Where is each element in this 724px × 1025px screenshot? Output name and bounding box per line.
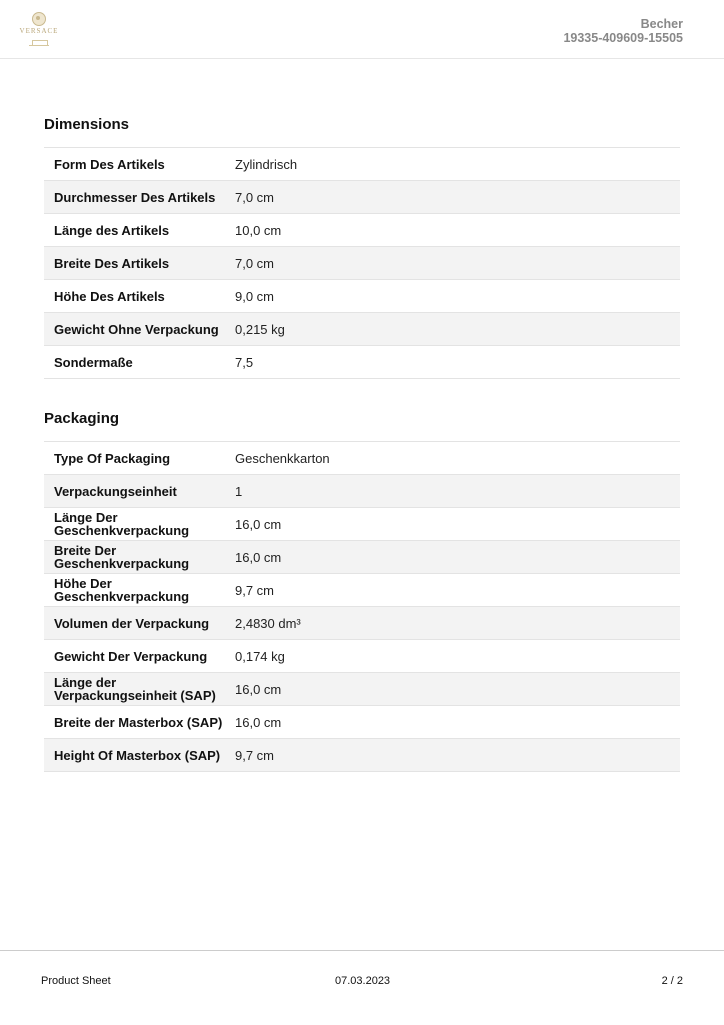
row-label: Länge der Verpackungseinheit (SAP) — [54, 675, 216, 703]
row-label: Verpackungseinheit — [54, 483, 177, 499]
row-value: 9,7 cm — [235, 747, 275, 763]
row-value: Zylindrisch — [235, 156, 298, 172]
logo-wordmark: VERSACE — [19, 27, 59, 35]
table-row — [44, 181, 680, 214]
table-row — [44, 475, 680, 508]
row-value: 10,0 cm — [235, 222, 282, 238]
page-footer — [0, 950, 724, 1025]
table-row — [44, 739, 680, 772]
page-header — [0, 0, 724, 59]
row-label: Höhe Der Geschenkverpackung — [54, 576, 190, 604]
row-label: Form Des Artikels — [54, 156, 165, 172]
table-row — [44, 280, 680, 313]
row-value: 16,0 cm — [235, 549, 282, 565]
row-label: Type Of Packaging — [54, 450, 171, 466]
row-value: 7,0 cm — [235, 189, 275, 205]
product-code: 19335-409609-15505 — [563, 31, 683, 45]
table-row — [44, 574, 680, 607]
row-value: 7,5 — [235, 354, 254, 370]
product-name: Becher — [640, 17, 683, 31]
row-label: Länge Der Geschenkverpackung — [54, 510, 190, 538]
row-label: Höhe Des Artikels — [54, 288, 165, 304]
table-row — [44, 541, 680, 574]
table-row — [44, 313, 680, 346]
row-value: 0,215 kg — [235, 321, 285, 337]
table-row — [44, 607, 680, 640]
medusa-medallion-icon — [32, 12, 46, 26]
table-row — [44, 214, 680, 247]
row-value: 9,0 cm — [235, 288, 275, 304]
row-value: 16,0 cm — [235, 516, 282, 532]
row-label: Gewicht Ohne Verpackung — [54, 321, 219, 337]
logo-base-icon — [29, 39, 49, 46]
versace-logo — [18, 12, 60, 52]
row-value: 7,0 cm — [235, 255, 275, 271]
row-label: Sondermaße — [54, 354, 133, 370]
table-row — [44, 442, 680, 475]
row-value: 9,7 cm — [235, 582, 275, 598]
footer-page-number: 2 / 2 — [661, 975, 683, 987]
table-row — [44, 148, 680, 181]
packaging-title: Packaging — [44, 410, 120, 427]
row-label: Breite Der Geschenkverpackung — [54, 543, 190, 571]
table-row — [44, 346, 680, 379]
table-row — [44, 508, 680, 541]
row-label: Breite der Masterbox (SAP) — [54, 714, 223, 730]
row-label: Height Of Masterbox (SAP) — [54, 747, 221, 763]
row-value: 0,174 kg — [235, 648, 285, 664]
dimensions-table — [44, 147, 680, 379]
table-row — [44, 673, 680, 706]
packaging-table — [44, 441, 680, 772]
row-label: Breite Des Artikels — [54, 255, 170, 271]
row-value: Geschenkkarton — [235, 450, 330, 466]
row-value: 2,4830 dm³ — [235, 615, 301, 631]
row-value: 16,0 cm — [235, 681, 282, 697]
table-row — [44, 640, 680, 673]
product-identifier — [563, 17, 683, 45]
row-label: Länge des Artikels — [54, 222, 170, 238]
table-row — [44, 706, 680, 739]
row-label: Durchmesser Des Artikels — [54, 189, 216, 205]
row-label: Gewicht Der Verpackung — [54, 648, 208, 664]
dimensions-title: Dimensions — [44, 116, 130, 133]
row-value: 1 — [235, 483, 243, 499]
row-label: Volumen der Verpackung — [54, 615, 210, 631]
row-value: 16,0 cm — [235, 714, 282, 730]
footer-date: 07.03.2023 — [335, 975, 391, 987]
footer-document-type: Product Sheet — [41, 975, 111, 987]
table-row — [44, 247, 680, 280]
